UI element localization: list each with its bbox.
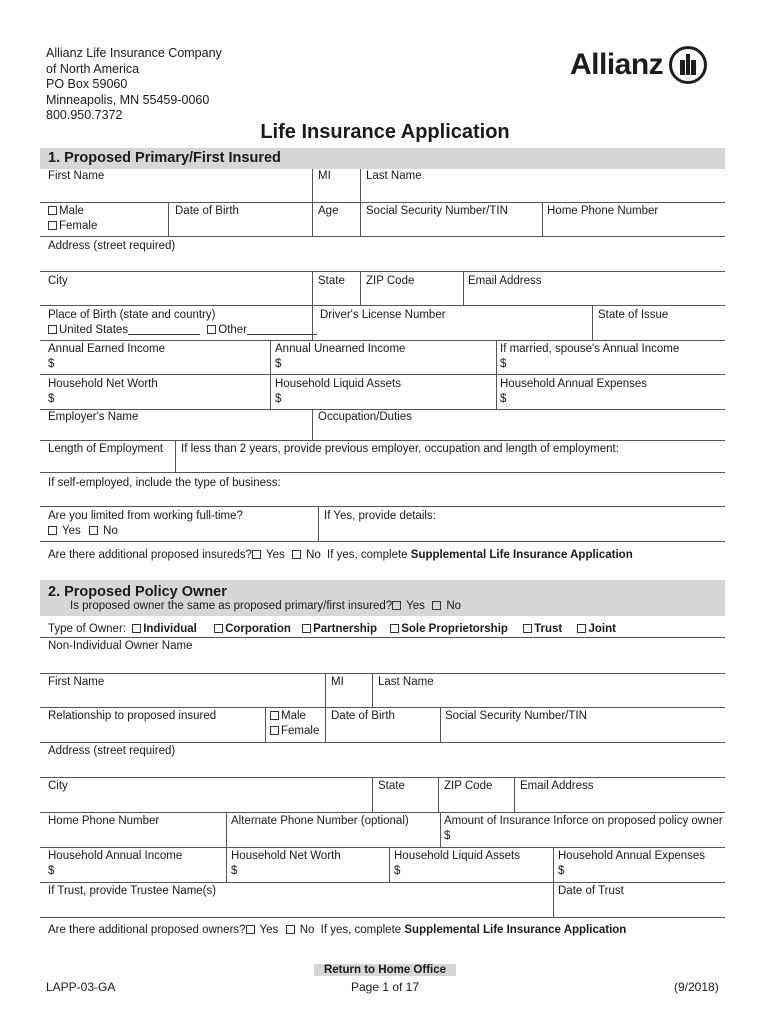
owner-city-label: City bbox=[48, 780, 68, 792]
supplemental-app-reference: Supplemental Life Insurance Application bbox=[404, 924, 627, 936]
trust-checkbox[interactable] bbox=[523, 624, 532, 633]
revision-date: (9/2018) bbox=[674, 980, 719, 994]
female-label: Female bbox=[281, 725, 320, 737]
dollar-sign: $ bbox=[231, 865, 238, 877]
ssn-label: Social Security Number/TIN bbox=[366, 205, 508, 217]
last-name-label: Last Name bbox=[366, 170, 422, 182]
owner-home-phone-label: Home Phone Number bbox=[48, 815, 160, 827]
owner-last-name-label: Last Name bbox=[378, 676, 434, 688]
section-1-title: 1. Proposed Primary/First Insured bbox=[48, 150, 281, 166]
allianz-logo bbox=[570, 46, 707, 84]
male-checkbox-row[interactable] bbox=[48, 204, 84, 218]
male-label: Male bbox=[281, 710, 306, 722]
dollar-sign: $ bbox=[444, 830, 451, 842]
state-issue-label: State of Issue bbox=[598, 309, 669, 321]
yes-label: Yes bbox=[265, 549, 285, 561]
allianz-eagle-icon bbox=[669, 46, 707, 84]
yes-label: Yes bbox=[62, 525, 81, 537]
owner-male-row[interactable] bbox=[270, 709, 306, 723]
same-owner-text: Is proposed owner the same as proposed primary/first insured? bbox=[70, 600, 393, 612]
female-checkbox[interactable] bbox=[48, 221, 57, 230]
other-country-field[interactable] bbox=[247, 324, 317, 335]
email-label: Email Address bbox=[468, 275, 542, 287]
state-label: State bbox=[318, 275, 345, 287]
supplemental-app-reference: Supplemental Life Insurance Application bbox=[410, 549, 633, 561]
address-line: PO Box 59060 bbox=[46, 77, 128, 91]
owner-type-label: Sole Proprietorship bbox=[401, 623, 508, 635]
alt-phone-label: Alternate Phone Number (optional) bbox=[231, 815, 409, 827]
owner-address-label: Address (street required) bbox=[48, 745, 176, 757]
dollar-sign: $ bbox=[558, 865, 565, 877]
address-line: of North America bbox=[46, 61, 140, 76]
liquid-assets-label: Household Liquid Assets bbox=[275, 378, 401, 390]
company-address bbox=[46, 46, 222, 124]
joint-checkbox[interactable] bbox=[577, 624, 586, 633]
no-label: No bbox=[446, 600, 462, 612]
us-label: United States bbox=[59, 324, 129, 336]
owner-male-checkbox[interactable] bbox=[270, 711, 279, 720]
inforce-label: Amount of Insurance Inforce on proposed policy owner bbox=[444, 815, 723, 827]
owner-annual-income-label: Household Annual Income bbox=[48, 850, 183, 862]
other-checkbox[interactable] bbox=[207, 325, 216, 334]
yes-label: Yes bbox=[259, 924, 279, 936]
pob-label: Place of Birth (state and country) bbox=[48, 309, 216, 321]
address-label: Address (street required) bbox=[48, 240, 176, 252]
limited-label: Are you limited from working full-time? bbox=[48, 510, 243, 522]
page-title: Life Insurance Application bbox=[260, 121, 510, 143]
additional-no-checkbox[interactable] bbox=[292, 550, 301, 559]
address-line: Allianz Life Insurance Company bbox=[46, 46, 222, 60]
first-name-label: First Name bbox=[48, 170, 105, 182]
if-yes-complete-text: If yes, complete bbox=[320, 924, 402, 936]
owner-type-label: Trust bbox=[534, 623, 563, 635]
partnership-checkbox[interactable] bbox=[302, 624, 311, 633]
dl-label: Driver's License Number bbox=[320, 309, 446, 321]
us-state-field[interactable] bbox=[128, 324, 200, 335]
type-of-owner-row bbox=[48, 622, 616, 636]
additional-owner-no-checkbox[interactable] bbox=[286, 925, 295, 934]
address-line: 800.950.7372 bbox=[46, 108, 123, 122]
return-home-office-wrap bbox=[0, 964, 770, 976]
no-label: No bbox=[306, 549, 321, 561]
employer-label: Employer's Name bbox=[48, 411, 139, 423]
section-2-header bbox=[40, 580, 725, 616]
owner-type-label: Corporation bbox=[225, 623, 291, 635]
dollar-sign: $ bbox=[500, 393, 507, 405]
address-line: Minneapolis, MN 55459-0060 bbox=[46, 92, 210, 107]
annual-expenses-label: Household Annual Expenses bbox=[500, 378, 648, 390]
dollar-sign: $ bbox=[500, 358, 507, 370]
female-label: Female bbox=[59, 220, 98, 232]
zip-label: ZIP Code bbox=[366, 275, 415, 287]
limited-no-checkbox[interactable] bbox=[89, 526, 98, 535]
dollar-sign: $ bbox=[48, 393, 55, 405]
male-checkbox[interactable] bbox=[48, 206, 57, 215]
owner-female-row[interactable] bbox=[270, 724, 319, 738]
unearned-income-label: Annual Unearned Income bbox=[275, 343, 406, 355]
sole-proprietorship-checkbox[interactable] bbox=[390, 624, 399, 633]
date-trust-label: Date of Trust bbox=[558, 885, 624, 897]
owner-dob-label: Date of Birth bbox=[331, 710, 395, 722]
logo-text: Allianz bbox=[570, 48, 664, 81]
self-employed-label: If self-employed, include the type of business: bbox=[48, 477, 281, 489]
net-worth-label: Household Net Worth bbox=[48, 378, 158, 390]
type-owner-label: Type of Owner: bbox=[48, 623, 126, 635]
if-yes-label: If Yes, provide details: bbox=[324, 510, 436, 522]
dollar-sign: $ bbox=[394, 865, 401, 877]
pob-options bbox=[48, 323, 317, 337]
no-label: No bbox=[103, 525, 118, 537]
owner-liquid-assets-label: Household Liquid Assets bbox=[394, 850, 520, 862]
limited-yes-checkbox[interactable] bbox=[48, 526, 57, 535]
mi-label: MI bbox=[318, 170, 331, 182]
form-id: LAPP-03-GA bbox=[46, 980, 116, 994]
age-label: Age bbox=[318, 205, 339, 217]
dollar-sign: $ bbox=[275, 393, 282, 405]
owner-zip-label: ZIP Code bbox=[444, 780, 493, 792]
no-label: No bbox=[299, 924, 315, 936]
same-yes-checkbox[interactable] bbox=[392, 601, 401, 610]
home-phone-label: Home Phone Number bbox=[547, 205, 659, 217]
yes-label: Yes bbox=[406, 600, 425, 612]
relationship-label: Relationship to proposed insured bbox=[48, 710, 217, 722]
dob-label: Date of Birth bbox=[175, 205, 239, 217]
owner-female-checkbox[interactable] bbox=[270, 726, 279, 735]
length-employment-label: Length of Employment bbox=[48, 443, 164, 455]
corporation-checkbox[interactable] bbox=[214, 624, 223, 633]
owner-annual-expenses-label: Household Annual Expenses bbox=[558, 850, 706, 862]
owner-state-label: State bbox=[378, 780, 405, 792]
dollar-sign: $ bbox=[48, 358, 55, 370]
same-owner-question bbox=[70, 600, 461, 612]
owner-mi-label: MI bbox=[331, 676, 344, 688]
additional-insureds-text: Are there additional proposed insureds? bbox=[48, 549, 252, 561]
owner-type-label: Joint bbox=[588, 623, 616, 635]
owner-first-name-label: First Name bbox=[48, 676, 105, 688]
if-yes-complete-text: If yes, complete bbox=[327, 549, 408, 561]
additional-insureds-question bbox=[48, 548, 633, 562]
limited-options bbox=[48, 524, 118, 538]
additional-owners-question bbox=[48, 923, 626, 937]
additional-owners-text: Are there additional proposed owners? bbox=[48, 924, 246, 936]
same-no-checkbox[interactable] bbox=[432, 601, 441, 610]
owner-type-label: Partnership bbox=[313, 623, 377, 635]
occupation-label: Occupation/Duties bbox=[318, 411, 412, 423]
male-label: Male bbox=[59, 205, 84, 217]
section-2-title: 2. Proposed Policy Owner bbox=[48, 584, 227, 600]
individual-checkbox[interactable] bbox=[132, 624, 141, 633]
additional-owner-yes-checkbox[interactable] bbox=[246, 925, 255, 934]
section-1-header bbox=[40, 148, 725, 169]
page-number: Page 1 of 17 bbox=[350, 980, 420, 994]
earned-income-label: Annual Earned Income bbox=[48, 343, 165, 355]
other-label: Other bbox=[218, 324, 248, 336]
return-home-office: Return to Home Office bbox=[314, 964, 456, 976]
less-than-2-label: If less than 2 years, provide previous employer, occupation and length of employment: bbox=[181, 443, 619, 455]
us-checkbox[interactable] bbox=[48, 325, 57, 334]
owner-net-worth-label: Household Net Worth bbox=[231, 850, 341, 862]
additional-yes-checkbox[interactable] bbox=[252, 550, 261, 559]
female-checkbox-row[interactable] bbox=[48, 219, 97, 233]
spouse-income-label: If married, spouse's Annual Income bbox=[500, 343, 680, 355]
trustee-label: If Trust, provide Trustee Name(s) bbox=[48, 885, 217, 897]
dollar-sign: $ bbox=[48, 865, 55, 877]
owner-email-label: Email Address bbox=[520, 780, 594, 792]
non-individual-label: Non-Individual Owner Name bbox=[48, 640, 193, 652]
dollar-sign: $ bbox=[275, 358, 282, 370]
owner-type-label: Individual bbox=[143, 623, 197, 635]
city-label: City bbox=[48, 275, 68, 287]
owner-ssn-label: Social Security Number/TIN bbox=[445, 710, 587, 722]
